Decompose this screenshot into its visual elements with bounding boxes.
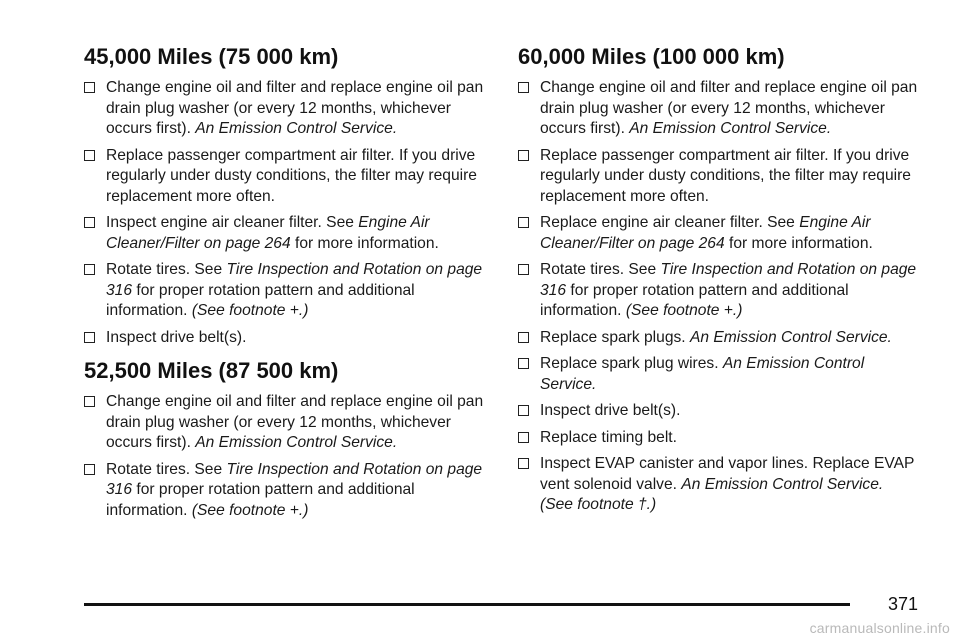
item-reference: Engine Air Cleaner/Filter on page 264 [540,214,871,252]
item-text: Replace timing belt. [540,428,677,446]
item-text-after: for proper rotation pattern and additional information. [540,281,849,319]
item-reference: Tire Inspection and Rotation on page 316 [106,460,483,498]
checklist-item [84,392,486,454]
checkbox-icon [84,332,95,343]
item-text: Replace spark plugs. [540,328,690,346]
section-title-45000: 45,000 Miles (75 000 km) [84,44,339,69]
left-column [84,44,486,527]
item-text-after: for proper rotation pattern and additional information. [106,481,415,519]
item-text: Rotate tires. See [540,261,661,278]
checkbox-icon [518,217,529,228]
checkbox-icon [518,264,529,275]
item-reference: Tire Inspection and Rotation on page 316 [540,261,917,299]
checklist-item [518,260,920,322]
checklist-60000 [518,78,920,516]
item-text: Replace spark plug wires. [540,355,723,372]
checkbox-icon [518,358,529,369]
checkbox-icon [84,264,95,275]
item-text: Rotate tires. See [106,261,227,278]
checklist-item [84,78,486,140]
checkbox-icon [518,405,529,416]
checklist-item [84,213,486,254]
item-text: Change engine oil and filter and replace engine oil pan drain plug washer (or every 12 months, whichever occurs first). [540,79,918,137]
checklist-item [84,146,486,208]
item-reference: An Emission Control Service. [629,120,832,137]
checkbox-icon [84,396,95,407]
checkbox-icon [84,217,95,228]
item-text: Replace passenger compartment air filter. If you drive regularly under dusty conditions, the filter may require replacement more often. [540,146,911,205]
checklist-item [518,328,920,349]
checklist-item [518,213,920,254]
item-text: Replace engine air cleaner filter. See [540,214,800,231]
checkbox-icon [518,332,529,343]
item-text: Inspect engine air cleaner filter. See [106,214,359,231]
item-text: Change engine oil and filter and replace engine oil pan drain plug washer (or every 12 months, whichever occurs first). [106,393,484,451]
right-column [518,44,920,522]
checklist-item [518,428,920,449]
checklist-item [518,146,920,208]
section-title-60000: 60,000 Miles (100 000 km) [518,44,785,69]
item-text: Rotate tires. See [106,460,227,478]
checklist-52500 [84,392,486,521]
item-text: Replace passenger compartment air filter. If you drive regularly under dusty conditions, the filter may require replacement more often. [106,146,477,205]
item-text-after: for more information. [290,234,439,252]
item-reference: An Emission Control Service. [689,328,892,346]
section-title-52500: 52,500 Miles (87 500 km) [84,358,339,383]
checklist-item [518,401,920,422]
item-reference: An Emission Control Service. [195,434,398,451]
checklist-item [84,328,486,349]
checklist-45000 [84,78,486,348]
checkbox-icon [518,150,529,161]
item-text: Inspect drive belt(s). [540,402,681,419]
checklist-item [84,460,486,522]
checkbox-icon [518,82,529,93]
item-text-after: for proper rotation pattern and additional information. [106,281,415,319]
checkbox-icon [84,150,95,161]
checkbox-icon [518,432,529,443]
item-footnote: (See footnote +.) [625,302,743,319]
checkbox-icon [518,458,529,469]
checklist-item [84,260,486,322]
item-text: Inspect drive belt(s). [106,328,247,346]
item-text: Change engine oil and filter and replace engine oil pan drain plug washer (or every 12 months, whichever occurs first). [106,79,484,137]
checklist-item [518,78,920,140]
page-number: 371 [888,594,919,614]
item-footnote: (See footnote +.) [191,501,309,519]
checkbox-icon [84,82,95,93]
item-reference: Tire Inspection and Rotation on page 316 [106,261,483,299]
watermark: carmanualsonline.info [809,620,950,636]
item-reference: An Emission Control Service. (See footnote †.) [540,475,884,513]
checkbox-icon [84,464,95,475]
checklist-item [518,354,920,395]
item-reference: An Emission Control Service. [540,355,865,393]
item-reference: Engine Air Cleaner/Filter on page 264 [106,214,430,252]
item-text-after: for more information. [724,234,873,252]
checklist-item [518,454,920,516]
footer-rule [84,603,850,606]
item-reference: An Emission Control Service. [195,120,398,137]
item-text: Inspect EVAP canister and vapor lines. Replace EVAP vent solenoid valve. [540,455,915,493]
item-footnote: (See footnote +.) [191,302,309,319]
